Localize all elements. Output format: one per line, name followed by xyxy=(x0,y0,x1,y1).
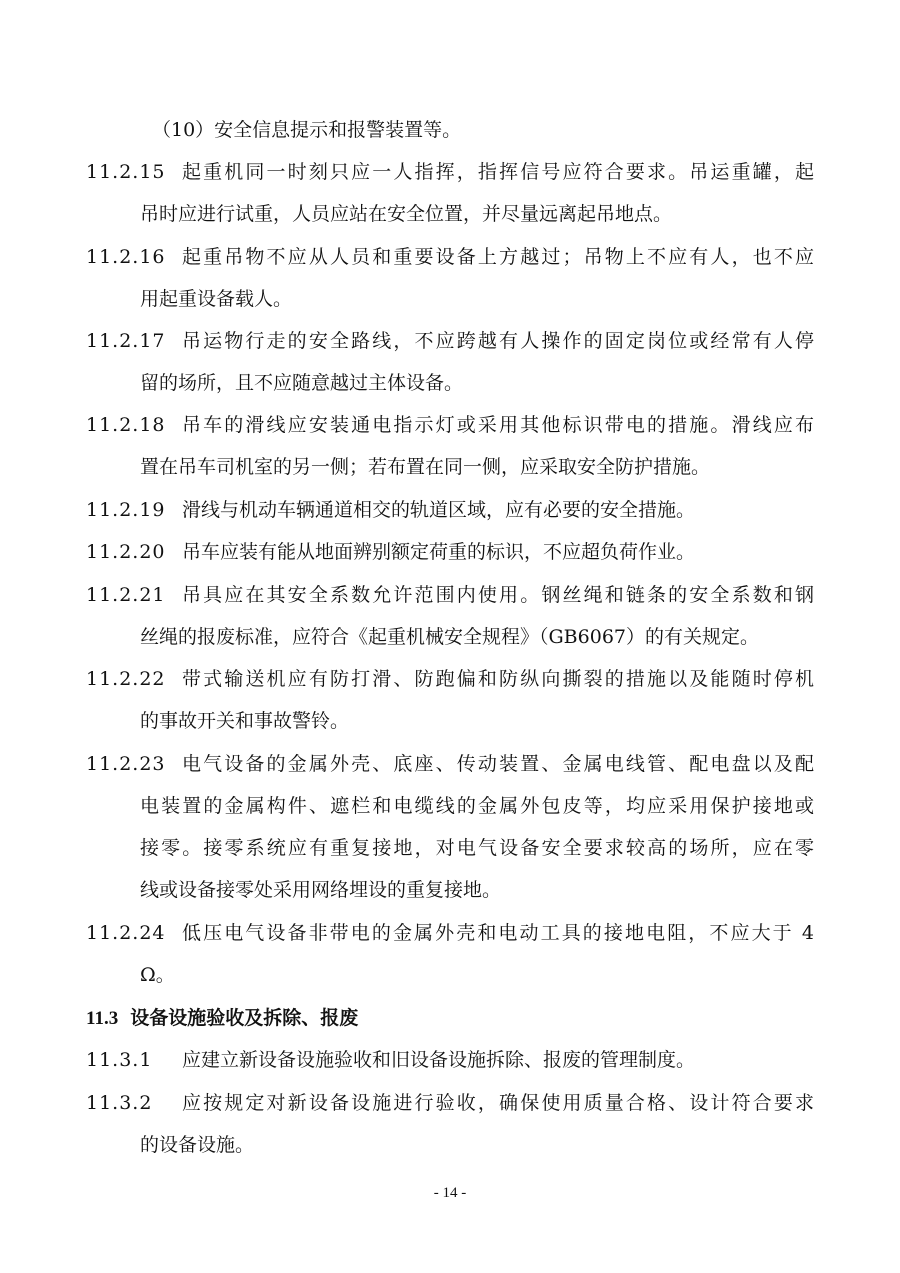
section-heading-number: 11.3 xyxy=(86,1008,119,1029)
clause-number: 11.2.20 xyxy=(86,541,166,563)
section-heading xyxy=(86,1006,358,1031)
clause-text: 吊车的滑线应安装通电指示灯或采用其他标识带电的措施。滑线应布 xyxy=(182,414,814,436)
clause-text: 吊车应装有能从地面辨别额定荷重的标识，不应超负荷作业。 xyxy=(182,541,696,563)
clause-text-continued: 留的场所，且不应随意越过主体设备。 xyxy=(140,372,464,394)
clause-text-continued: 丝绳的报废标准，应符合《起重机械安全规程》（GB6067）的有关规定。 xyxy=(140,626,759,648)
clause-text: 起重吊物不应从人员和重要设备上方越过；吊物上不应有人，也不应 xyxy=(182,246,814,268)
clause-text-continued: 的设备设施。 xyxy=(140,1134,255,1156)
clause-text: 吊具应在其安全系数允许范围内使用。钢丝绳和链条的安全系数和钢 xyxy=(182,584,814,606)
clause-text-continued: 线或设备接零处采用网络埋设的重复接地。 xyxy=(140,879,502,901)
clause-number: 11.3.2 xyxy=(86,1092,153,1114)
clause-text-continued: 的事故开关和事故警铃。 xyxy=(140,710,350,732)
clause-text: 滑线与机动车辆通道相交的轨道区域，应有必要的安全措施。 xyxy=(182,499,696,521)
clause-text: 起重机同一时刻只应一人指挥，指挥信号应符合要求。吊运重罐，起 xyxy=(182,161,814,183)
clause-text-continued: 置在吊车司机室的另一侧；若布置在同一侧，应采取安全防护措施。 xyxy=(140,456,711,478)
clause-text: 带式输送机应有防打滑、防跑偏和防纵向撕裂的措施以及能随时停机 xyxy=(182,668,814,690)
clause-text-continued: 用起重设备载人。 xyxy=(140,288,293,310)
clause-text: 低压电气设备非带电的金属外壳和电动工具的接地电阻，不应大于 4 xyxy=(182,922,814,944)
clause-text: 应建立新设备设施验收和旧设备设施拆除、报废的管理制度。 xyxy=(182,1049,696,1071)
clause-number: 11.2.21 xyxy=(86,584,166,606)
clause-text-continued: 接零。接零系统应有重复接地，对电气设备安全要求较高的场所，应在零 xyxy=(140,837,814,859)
clause-number: 11.2.18 xyxy=(86,414,166,436)
list-item-10: （10）安全信息提示和报警装置等。 xyxy=(152,119,462,141)
clause-number: 11.2.23 xyxy=(86,753,166,775)
clause-number: 11.3.1 xyxy=(86,1049,153,1071)
clause-number: 11.2.15 xyxy=(86,161,166,183)
page-number: - 14 - xyxy=(433,1185,467,1201)
clause-number: 11.2.19 xyxy=(86,499,166,521)
clause-number: 11.2.17 xyxy=(86,330,166,352)
clause-text: 吊运物行走的安全路线，不应跨越有人操作的固定岗位或经常有人停 xyxy=(182,330,814,352)
clause-text: 应按规定对新设备设施进行验收，确保使用质量合格、设计符合要求 xyxy=(182,1092,814,1114)
clause-number: 11.2.16 xyxy=(86,246,166,268)
clause-number: 11.2.22 xyxy=(86,668,166,690)
clause-text-continued: 吊时应进行试重，人员应站在安全位置，并尽量远离起吊地点。 xyxy=(140,203,673,225)
clause-text-continued: 电装置的金属构件、遮栏和电缆线的金属外包皮等，均应采用保护接地或 xyxy=(140,795,814,817)
section-heading-title: 设备设施验收及拆除、报废 xyxy=(130,1007,359,1029)
clause-number: 11.2.24 xyxy=(86,922,166,944)
clause-text-continued: Ω。 xyxy=(140,964,175,986)
clause-text: 电气设备的金属外壳、底座、传动装置、金属电线管、配电盘以及配 xyxy=(182,753,814,775)
